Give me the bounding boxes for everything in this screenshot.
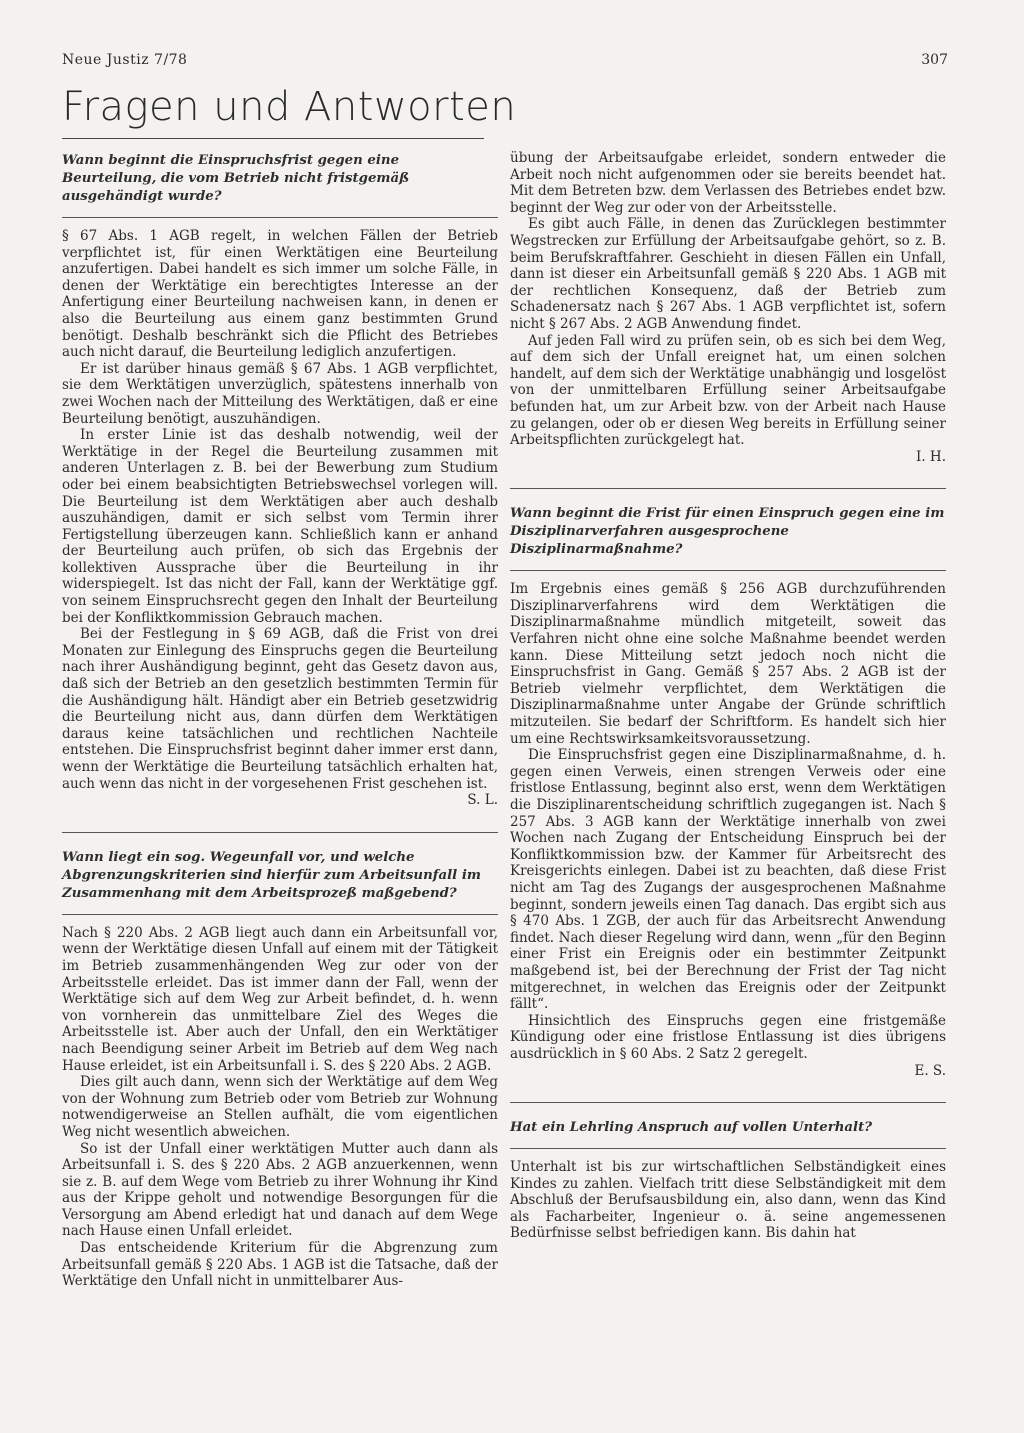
answer-paragraph: Hinsichtlich des Einspruchs gegen eine fristgemäße Kündigung oder eine fristlose Entlassung ist dies übrigens ausdrücklich in § 60 Abs. 2 Satz 2 geregelt. [510, 1012, 946, 1062]
answer-paragraph: Die Einspruchsfrist gegen eine Disziplinarmaßnahme, d. h. gegen einen Verweis, einen strengen Verweis oder eine fristlose Entlassung, beginnt also erst, wenn dem Werktätigen die Disziplinarentscheidung schriftlich zugegangen ist. Nach § 257 Abs. 3 AGB kann der Werktätige innerhalb von zwei Wochen nach Zugang der Entscheidung Einspruch bei der Konfliktkommission bzw. der Kammer für Arbeitsrecht des Kreisgerichts einlegen. Dabei ist zu beachten, daß diese Frist nicht am Tag des Zugangs der ausgesprochenen Maßnahme beginnt, sondern jeweils einen Tag danach. Das ergibt sich aus § 470 Abs. 1 ZGB, der auch für das Arbeitsrecht Anwendung findet. Nach dieser Regelung wird dann, wenn „für den Beginn einer Frist ein Ereignis oder ein bestimmter Zeitpunkt maßgebend ist, bei der Berechnung der Frist der Tag nicht mitgerechnet, in welchen das Ereignis oder der Zeitpunkt fällt“. [510, 747, 946, 1013]
question-heading: Wann beginnt die Einspruchsfrist gegen eine Beurteilung, die vom Betrieb nicht fristgemäß ausgehändigt wurde? [62, 153, 410, 204]
answer-paragraph: Dies gilt auch dann, wenn sich der Werktätige auf dem Weg von der Wohnung zum Betrieb oder vom Betrieb zur Wohnung notwendigerweise an Stellen aufhält, die vom eigentlichen Weg nicht wesentlich abweichen. [62, 1074, 498, 1140]
title-rule [62, 138, 484, 139]
answer-paragraph: Auf jeden Fall wird zu prüfen sein, ob es sich bei dem Weg, auf dem sich der Unfall ereignet hat, um einen solchen handelt, auf dem sich der Werktätige unabhängig und losgelöst von der unmittelbaren Erfüllung seiner Arbeitsaufgabe befunden hat, um zur Arbeit bzw. von der Arbeit nach Hause zu gelangen, oder ob er diesen Weg bereits in Erfüllung seiner Arbeitspflichten zurückgelegt hat. [510, 332, 946, 449]
answer-paragraph: Unterhalt ist bis zur wirtschaftlichen Selbständigkeit eines Kindes zu zahlen. Vielfach tritt diese Selbständigkeit mit dem Abschluß der Berufsausbildung ein, also dann, wenn das Kind als Facharbeiter, Ingenieur o. ä. seine angemessenen Bedürfnisse selbst befriedigen kann. Bis dahin hat [510, 1159, 946, 1242]
divider [510, 1148, 946, 1149]
question-heading: Wann beginnt die Frist für einen Einspruch gegen eine im Disziplinarverfahren ausgesprochene Disziplinarmaßnahme? [510, 506, 945, 558]
answer-paragraph: So ist der Unfall einer werktätigen Mutter auch dann als Arbeitsunfall i. S. des § 220 Abs. 2 AGB anzuerkennen, wenn sie z. B. auf dem Wege vom Betrieb zu ihrer Wohnung ihr Kind aus der Krippe geholt und notwendige Besorgungen für die Versorgung am Abend erledigt hat und danach auf dem Wege nach Hause einen Unfall erleidet. [62, 1140, 498, 1240]
question-heading: Hat ein Lehrling Anspruch auf vollen Unterhalt? [510, 1120, 872, 1136]
left-column [62, 146, 498, 1290]
page-number: 307 [921, 52, 948, 68]
divider [62, 217, 498, 218]
answer-paragraph: Im Ergebnis eines gemäß § 256 AGB durchzuführenden Disziplinarverfahrens wird dem Werktätigen die Disziplinarmaßnahme mündlich mitgeteilt, soweit das Verfahren nicht ohne eine solche Maßnahme beendet werden kann. Diese Mitteilung setzt jedoch noch nicht die Einspruchsfrist in Gang. Gemäß § 257 Abs. 2 AGB ist der Betrieb vielmehr verpflichtet, dem Werktätigen die Disziplinarmaßnahme unter Angabe der Gründe schriftlich mitzuteilen. Sie bedarf der Schriftform. Es handelt sich hier um eine Rechtswirksamkeitsvoraussetzung. [510, 581, 946, 747]
section-title: Fragen und Antworten [62, 84, 517, 130]
divider [62, 914, 498, 915]
answer-paragraph: Es gibt auch Fälle, in denen das Zurücklegen bestimmter Wegstrecken zur Erfüllung der Arbeitsaufgabe gehört, so z. B. beim Berufskraftfahrer. Geschieht in diesen Fällen ein Unfall, dann ist dieser ein Arbeitsunfall gemäß § 220 Abs. 1 AGB mit der rechtlichen Konsequenz, daß der Betrieb zum Schadenersatz nach § 267 Abs. 1 AGB verpflichtet ist, sofern nicht § 267 Abs. 2 AGB Anwendung findet. [510, 216, 946, 332]
answer-paragraph: Bei der Festlegung in § 69 AGB, daß die Frist von drei Monaten zur Einlegung des Einspruchs gegen die Beurteilung nach ihrer Aushändigung beginnt, geht das Gesetz davon aus, daß sich der Betrieb an den gesetzlich bestimmten Termin für die Aushändigung hält. Händigt aber ein Betrieb gesetzwidrig die Beurteilung nicht aus, dann dürfen dem Werktätigen daraus keine tatsächlichen und rechtlichen Nachteile entstehen. Die Einspruchsfrist beginnt daher immer erst dann, wenn der Werktätige die Beurteilung tatsächlich erhalten hat, auch wenn das nicht in der vorgesehenen Frist geschehen ist. [62, 626, 498, 792]
answer-paragraph: Das entscheidende Kriterium für die Abgrenzung zum Arbeitsunfall gemäß § 220 Abs. 1 AGB ist die Tatsache, daß der Werktätige den Unfall nicht in unmittelbarer Aus- [62, 1240, 498, 1290]
answer-paragraph: Er ist darüber hinaus gemäß § 67 Abs. 1 AGB verpflichtet, sie dem Werktätigen unverzüglich, spätestens innerhalb von zwei Wochen nach der Mitteilung des Werktätigen, daß er eine Beurteilung benötigt, auszuhändigen. [62, 360, 498, 427]
answer-paragraph: Nach § 220 Abs. 2 AGB liegt auch dann ein Arbeitsunfall vor, wenn der Werktätige diesen Unfall auf einem mit der Tätigkeit im Betrieb zusammenhängenden Weg zur oder von der Arbeitsstelle erleidet. Das ist immer dann der Fall, wenn der Werktätige sich auf dem Weg zur Arbeit befindet, d. h. wenn von vornherein das unmittelbare Ziel des Weges die Arbeitsstelle ist. Aber auch der Unfall, den ein Werktätiger nach Beendigung seiner Arbeit im Betrieb auf dem Weg nach Hause erleidet, ist ein Arbeitsunfall i. S. des § 220 Abs. 2 AGB. [62, 924, 498, 1074]
author-initials: E. S. [914, 1062, 946, 1079]
running-header [62, 52, 948, 76]
author-initials: S. L. [467, 792, 498, 809]
author-initials: I. H. [916, 448, 946, 465]
journal-issue: Neue Justiz 7/78 [62, 52, 188, 68]
answer-paragraph: übung der Arbeitsaufgabe erleidet, sondern entweder die Arbeit noch nicht aufgenommen oder sie bereits beendet hat. Mit dem Betreten bzw. dem Verlassen des Betriebes endet bzw. beginnt der Weg zur oder von der Arbeitsstelle. [510, 150, 946, 216]
divider [510, 488, 946, 489]
divider [510, 1102, 946, 1103]
answer-paragraph: § 67 Abs. 1 AGB regelt, in welchen Fällen der Betrieb verpflichtet ist, für einen Werktätigen eine Beurteilung anzufertigen. Dabei handelt es sich immer um solche Fälle, in denen der Werktätige ein berechtigtes Interesse an der Anfertigung einer Beurteilung nachweisen kann, in denen er also die Beurteilung aus einem ganz bestimmten Grund benötigt. Deshalb beschränkt sich die Pflicht des Betriebes auch nicht darauf, die Beurteilung lediglich anzufertigen. [62, 228, 498, 361]
question-heading: Wann liegt ein sog. Wegeunfall vor, und welche Abgrenzungskriterien sind hierfür zum Arbeitsunfall im Zusammenhang mit dem Arbeitsprozeß maßgebend? [62, 849, 481, 901]
answer-paragraph: In erster Linie ist das deshalb notwendig, weil der Werktätige in der Regel die Beurteilung zusammen mit anderen Unterlagen z. B. bei der Bewerbung zum Studium oder bei einem beabsichtigten Betriebswechsel vorlegen will. Die Beurteilung ist dem Werktätigen aber auch deshalb auszuhändigen, damit er sich selbst vom Termin ihrer Fertigstellung überzeugen kann. Schließlich kann er anhand der Beurteilung auch prüfen, ob sich das Ergebnis der kollektiven Aussprache über die Beurteilung in ihr widerspiegelt. Ist das nicht der Fall, kann der Werktätige ggf. von seinem Einspruchsrecht gegen den Inhalt der Beurteilung bei der Konfliktkommission Gebrauch machen. [62, 427, 498, 626]
right-column [510, 150, 946, 1242]
divider [510, 570, 946, 571]
divider [62, 832, 498, 833]
